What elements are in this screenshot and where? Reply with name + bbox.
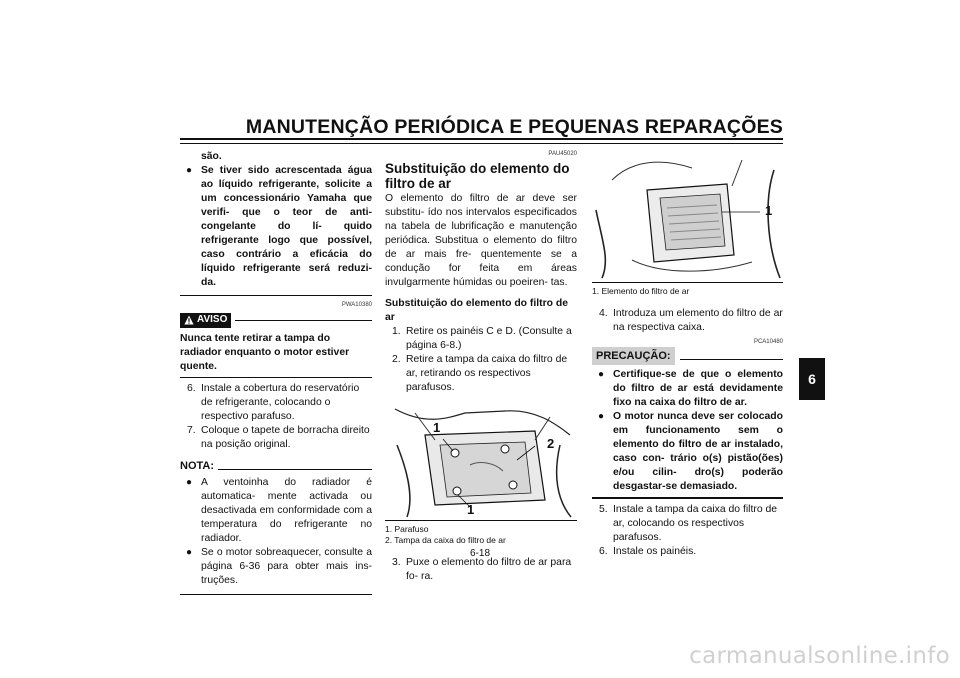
subheading: Substituição do elemento do filtro de ar [385, 298, 568, 323]
bullet-icon: ● [598, 411, 605, 422]
step-text: Retire a tampa da caixa do filtro de ar, retirando os respectivos parafusos. [406, 354, 568, 393]
caution-item [592, 368, 783, 410]
figure-air-filter [592, 150, 783, 280]
figure-divider [385, 520, 577, 521]
figure-callout: 2 [547, 436, 555, 451]
step-item: 4. Introduza um elemento do filtro de ar na respectiva caixa. [599, 308, 783, 333]
note-text: A ventoinha do radiador é automatica- mente activada ou desactivada em conformidade com a temperatura do refrigerante no radiador. [201, 477, 372, 544]
note-text: Se o motor sobreaquecer, consulte a página 6-36 para obter mais ins- truções. [201, 547, 372, 586]
watermark: carmanualsonline.info [689, 643, 950, 669]
divider [592, 497, 783, 499]
figure-air-filter-illustration [592, 150, 783, 280]
figure-callout: 1 [765, 203, 773, 218]
column-right [592, 150, 783, 559]
step-text: Coloque o tapete de borracha direito na posição original. [201, 425, 370, 450]
continuation-text: são. [201, 151, 222, 162]
warning-badge [180, 313, 231, 328]
warning-code: PWA10380 [341, 302, 372, 308]
figure-caption: 1. Elemento do filtro de ar [592, 286, 690, 296]
warning-label: AVISO [197, 314, 228, 325]
figure-caption: 1. Parafuso [385, 524, 429, 534]
step-item: 6. Instale os painéis. [599, 546, 697, 557]
step-text: Instale a cobertura do reservatório de refrigerante, colocando o respectivo parafuso. [201, 383, 360, 422]
warning-text: Nunca tente retirar a tampa do radiador enquanto o motor estiver quente. [180, 333, 350, 372]
caution-label: PRECAUÇÃO: [592, 347, 675, 365]
caution-item [592, 410, 783, 494]
step-text: Puxe o elemento do filtro de ar para fo- ra. [406, 557, 572, 582]
chapter-tab[interactable]: 6 [799, 358, 825, 400]
caution-header [592, 347, 783, 365]
step-item: 2. Retire a tampa da caixa do filtro de ar, retirando os respectivos parafusos. [392, 354, 568, 393]
step-text: Introduza um elemento do filtro de ar na respectiva caixa. [613, 308, 783, 333]
figure-caption: 2. Tampa da caixa do filtro de ar [385, 535, 506, 545]
step-text: Retire os painéis C e D. (Consulte a página 6-8.) [406, 326, 572, 351]
caution-text: Certifique-se de que o elemento do filtro de ar está devidamente fixo na caixa do filtro de ar. [613, 369, 783, 408]
note-header [180, 458, 372, 474]
bullet-icon: ● [598, 369, 605, 380]
caution-text: O motor nunca deve ser colocado em funcionamento sem o elemento do filtro de ar instalado, caso con- trário o(s) pistão(ões) e/ou cilin- dro(s) poderão desgastar-se demasiado. [613, 411, 783, 492]
note-item [180, 546, 372, 588]
caution-code: PCA10480 [753, 339, 783, 345]
warning-triangle-icon [184, 315, 194, 325]
warning-header [180, 312, 372, 328]
step-text: Instale a tampa da caixa do filtro de ar, colocando os respectivos parafusos. [613, 504, 778, 543]
section-code: PAU45020 [548, 151, 577, 157]
header-rule-thin [180, 143, 783, 144]
figure-callout: 1 [433, 420, 441, 435]
figure-divider [592, 282, 783, 283]
figure-airbox-cover [385, 405, 577, 520]
divider [180, 377, 372, 378]
page-title: MANUTENÇÃO PERIÓDICA E PEQUENAS REPARAÇÕES [245, 116, 783, 138]
intro-paragraph: O elemento do filtro de ar deve ser substitu- ído nos intervalos especificados na tabela de lubrificação e manutenção periódica. Substitua o elemento do filtro de ar mais fre- quentemente se a condução for feita em áreas invulgarmente húmidas ou poeiren- tas. [385, 193, 577, 288]
bullet-item [180, 164, 372, 290]
step-text: Instale os painéis. [613, 546, 697, 557]
step-item: 3. Puxe o elemento do filtro de ar para fo- ra. [392, 557, 572, 582]
divider [180, 594, 372, 595]
bullet-icon: ● [186, 165, 193, 176]
bullet-icon: ● [186, 547, 193, 558]
note-label: NOTA: [180, 460, 215, 472]
figure-callout: 1 [467, 502, 475, 517]
header-rule-thick [180, 138, 783, 140]
column-left [180, 150, 372, 595]
note-item [180, 476, 372, 546]
page-number: 6-18 [469, 548, 490, 559]
step-item: 1. Retire os painéis C e D. (Consulte a página 6-8.) [392, 326, 572, 351]
section-heading: Substituição do elemento do filtro de ar [385, 161, 570, 191]
divider [180, 295, 372, 296]
step-item: 6. Instale a cobertura do reservatório de refrigerante, colocando o respectivo parafuso. [187, 383, 360, 422]
figure-airbox-illustration [385, 405, 577, 520]
column-middle [385, 150, 577, 584]
step-item: 7. Coloque o tapete de borracha direito na posição original. [187, 425, 370, 450]
bullet-icon: ● [186, 477, 193, 488]
bullet-text: Se tiver sido acrescentada água ao líquido refrigerante, solicite a um concessionário Yamaha que verifi- que o teor de anti-congelante do lí- quido refrigerante logo que possível, caso contrário a eficácia do líquido refrigerante será reduzi- da. [201, 165, 372, 288]
step-item: 5. Instale a tampa da caixa do filtro de ar, colocando os respectivos parafusos. [599, 504, 778, 543]
